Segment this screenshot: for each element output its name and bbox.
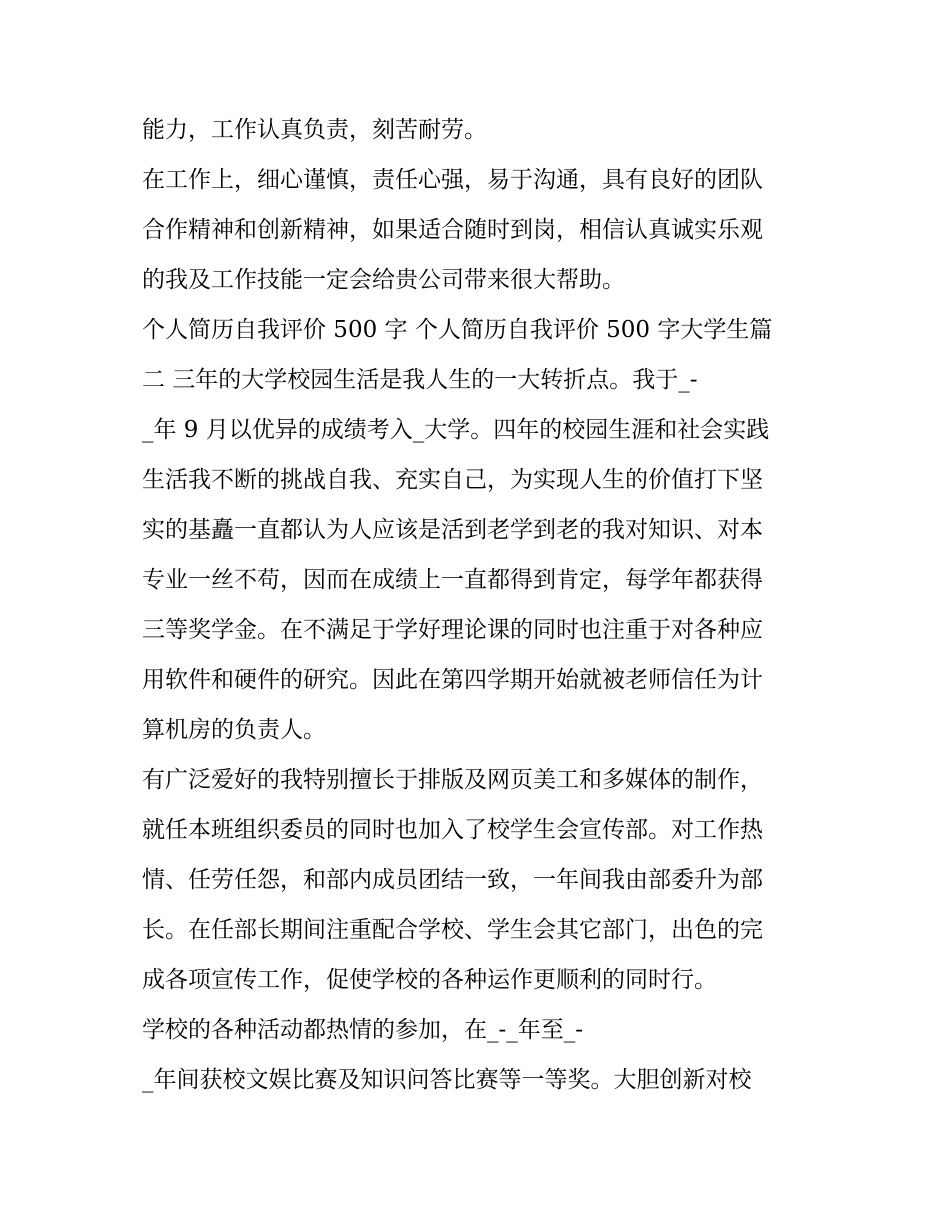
text-line: 就任本班组织委员的同时也加入了校学生会宣传部。对工作热 xyxy=(142,817,763,843)
text-line: 用软件和硬件的研究。因此在第四学期开始就被老师信任为计 xyxy=(142,667,763,693)
text-line: 个人简历自我评价 500 字 个人简历自我评价 500 字大学生篇 xyxy=(142,317,773,343)
text-line: 成各项宣传工作，促使学校的各种运作更顺利的同时行。 xyxy=(142,967,717,993)
text-line: 情、任劳任怨，和部内成员团结一致，一年间我由部委升为部 xyxy=(142,867,763,893)
text-line: _年间获校文娱比赛及知识问答比赛等一等奖。大胆创新对校 xyxy=(142,1067,752,1093)
text-line: 长。在任部长期间注重配合学校、学生会其它部门，出色的完 xyxy=(142,917,763,943)
text-line: 的我及工作技能一定会给贵公司带来很大帮助。 xyxy=(142,267,625,293)
text-line: 三等奖学金。在不满足于学好理论课的同时也注重于对各种应 xyxy=(142,617,763,643)
text-line: 实的基矗一直都认为人应该是活到老学到老的我对知识、对本 xyxy=(142,517,763,543)
text-line: 有广泛爱好的我特别擅长于排版及网页美工和多媒体的制作， xyxy=(142,767,763,793)
text-line: _年 9 月以优异的成绩考入_大学。四年的校园生涯和社会实践 xyxy=(142,417,770,443)
text-line: 能力，工作认真负责，刻苦耐劳。 xyxy=(142,117,487,143)
text-line: 专业一丝不苟，因而在成绩上一直都得到肯定，每学年都获得 xyxy=(142,567,763,593)
text-line: 二 三年的大学校园生活是我人生的一大转折点。我于_- xyxy=(142,367,698,393)
text-line: 学校的各种活动都热情的参加，在_-_年至_- xyxy=(142,1017,584,1043)
text-line: 合作精神和创新精神，如果适合随时到岗，相信认真诚实乐观 xyxy=(142,217,763,243)
text-line: 生活我不断的挑战自我、充实自己，为实现人生的价值打下坚 xyxy=(142,467,763,493)
text-line: 在工作上，细心谨慎，责任心强，易于沟通，具有良好的团队 xyxy=(142,167,763,193)
text-line: 算机房的负责人。 xyxy=(142,717,326,743)
